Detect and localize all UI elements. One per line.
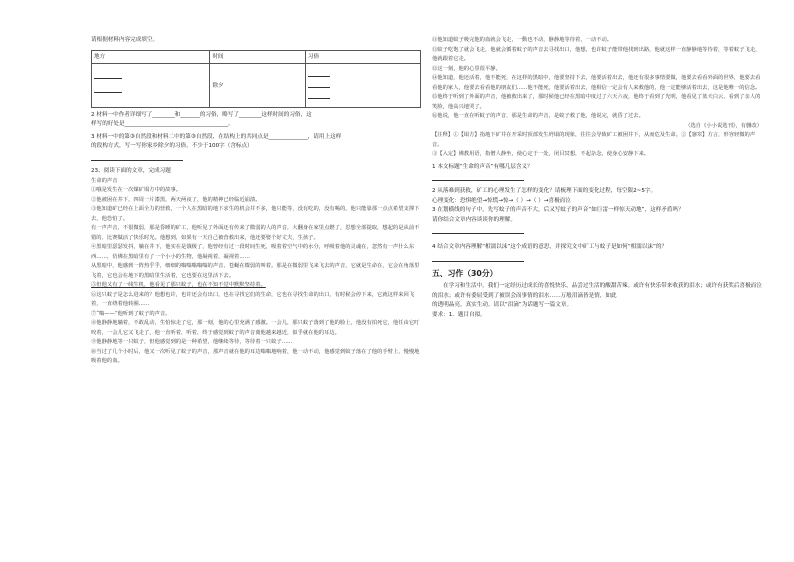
question-r2-chain: 心理变化：恐惧绝望→惊慌→惊→（ ）→（ ）→喜极而泣	[432, 197, 571, 204]
story-paragraph-7: ⑤但他又有了一线生机，他看见了那只蚊子，也在不知不觉中默默坚持着。	[91, 282, 266, 289]
table-cell-time	[210, 63, 305, 107]
question-3-line-2: 的段构方式，写一写你家乡除夕的习俗，不少于100字（含标点）	[91, 143, 253, 150]
note-2: ③【入定】佛教用语，指僧人静坐，使心定于一处，闭目冥想，不起杂念，使身心安静下来。	[432, 151, 650, 157]
story-paragraph-9: ⑦“嗡——”他听到了蚊子的声音。	[91, 310, 171, 317]
table-header-place: 地方	[92, 50, 210, 63]
story-paragraph-2: ②他被困在井下，四周一片漆黑，两天两夜了，他的精神已经临近崩溃。	[91, 196, 261, 203]
right-column	[432, 36, 762, 320]
fill-instruction: 请根据材料内容完成填空。	[91, 37, 159, 43]
story-paragraph-10: ⑧他静静地躺着，不敢乱动，生怕惊走了它，那一刻，他的心里充满了感激。一会儿，那只蚊子落到了他的脸上，他没有拍死它，他任由它叮咬着，一会儿它又飞走了，他一直听着，听着，终于感觉到蚊子的声音离他越来越近，似乎就在他的耳边。	[91, 320, 420, 336]
question-r2: 2 从落难到获救，矿工的心理发生了怎样的变化？请梳理下面的变化过程，每空限2~5字。	[432, 188, 657, 195]
note-1-text: ①【塌方】指地下矿井在开采时顶部发生坍塌的现象，往往会导致矿工被困井下，从而危及生命。②【窸窣】方言，形容轻微的声音。	[432, 132, 756, 148]
story-paragraph-17: ⑮他终于听到了外面的声音，他被救出来了，那时候他已经在黑暗中度过了六天六夜，他终于看到了光明，他看见了蓝天白云，看到了亲人的笑脸，他高兴地哭了。	[432, 94, 761, 110]
question-2-line-2: 样写的好处是_____________________________________。	[91, 121, 234, 128]
story-paragraph-14: ⑫蚊子吃饱了就会飞走，他就会循着蚊子的声音去寻找出口，他想，也许蚊子能带他找到出路，他就这样一直静静地等待着，等着蚊子飞走，他就跟着它走。	[432, 46, 761, 62]
essay-requirement: 要求：1．题目自拟。	[432, 311, 486, 318]
left-column	[91, 36, 421, 367]
question-2-line-1: 2 材料一中作者详细写了________和_______的习俗，略写了________这样时间的习俗，这	[91, 111, 312, 118]
customs-table	[91, 50, 421, 108]
story-paragraph-5: ④黑暗里瑟瑟发抖，躺在井下，他实在是饿极了，他曾经有过一段时间生死，吸着着空气中的水分，呼吸着他的灵魂在，忽然有一声什么东西……，仿佛在黑暗里有了一个小小的生物，他凝视着，凝视着……	[91, 244, 415, 260]
question-r1: 1 本文标题“生命的声音”有哪几层含义？	[432, 163, 533, 170]
story-paragraph-13: ⑪他知道蚊子吸完他的血就会飞走，一動也不动，静静地等待着，一动不动。	[432, 37, 613, 43]
story-paragraph-12: ⑩当过了几个小时后，他又一次听见了蚊子的声音，那声音就在他的耳边嗡嗡地响着，他一动不动，他感觉到蚊子落在了他的手臂上，慢慢地吸着他的血。	[91, 348, 420, 365]
story-paragraph-11: ⑨他静静地等一只蚊子，但他感觉到的是一种希望，他继续等待，等待着一只蚊子……	[91, 339, 293, 346]
story-paragraph-8: ⑥这只蚊子是怎么进来的？他想也许，也许还会有出口，也在寻找它们的生命，它也在寻找生命的出口，有时候会停下来，它就这样来回飞着，一直绕着他转圈……	[91, 291, 415, 308]
story-paragraph-6: 从黑暗中，他感到一阵热乎乎，细细的嗡嗡嗡嗡嗡的声音，苍蝇在微弱的叫着。那是在微弱里飞来飞去的声音，它就是生命在，它会在角落里飞着，它也会在地下的黑暗里生活着，它也要在这里活下去。	[91, 263, 420, 279]
answer-line[interactable]	[91, 154, 183, 161]
story-title: 生命的声音	[91, 177, 118, 184]
question-r3-cont: 请你结合文章内容谈谈你的理解。	[432, 216, 516, 223]
reading-section-title: 23、阅读下面的文章，完成习题	[91, 167, 171, 174]
question-r4: 4 结合文章内容理解“相濡以沫”这个成语的意思，并探究文中矿工与蚊子是如何“相濡以沫”的？	[432, 244, 668, 251]
essay-prompt-line-1: 在学习和生活中，我们一定经历过成长的喜悦快乐，品尝过生活的酸甜苦辣。或许有快乐带来收获的泪水；或许有获奖后喜极而泣的泪水；或许有委屈受到了被误会而事情的泪水……万般泪滴皆是情，如此	[432, 283, 762, 299]
note-label: 【注释】	[432, 132, 454, 138]
essay-prompt-line-2: 的透明晶亮，真实生动。请以“泪滴”为话题写一篇文章。	[432, 302, 573, 309]
writing-section-title: 五、习作（30分）	[432, 269, 498, 279]
answer-line-r4[interactable]	[432, 255, 524, 262]
story-paragraph-3: ③他知道矿已经在上面全力的营救，一个人在黑暗的地下求生的机会并不多，他只能等，没有吃的，没有喝的，他只能靠那一点点希望支撑下去，他恐怕了。	[91, 206, 420, 222]
answer-line-r3[interactable]	[432, 227, 524, 234]
table-header-time: 时间	[210, 50, 305, 63]
time-value: 除夕	[212, 83, 224, 90]
story-paragraph-1: ①哦是发生在一次煤矿塌方中的故事。	[91, 187, 182, 194]
table-cell-place[interactable]	[92, 63, 210, 107]
table-cell-custom[interactable]	[305, 63, 420, 107]
table-header-custom: 习俗	[305, 50, 420, 63]
story-paragraph-16: ⑭他知道，他还活着，他不能死，在这样的黑暗中，他要坚持下去，他要活着出去，他还有很多事情要做，他要去看看外面的世界，他要去看看他的家人，他要去看看他的朋友们……他不能死，他要活着出去，他相信一定会有人来救他的，他一定能够活着出去，这是他唯一的信念。	[432, 75, 761, 91]
question-r3: 3 在划横线的句子中，先写蚊子的声音不大，后又写蚊子的声音“如巨雷一样惊天动地”，这样矛盾吗？	[432, 207, 684, 214]
answer-line-r1[interactable]	[432, 174, 524, 181]
story-paragraph-4: 有一声声音，不很微弱，那是昏睡的矿工，他听见了外面还有传来了微弱的人的声音，大翻身在家里点燃了，思想全部提取，想起的是从前不错的、比赛做活了快乐时光。他想到，如果有一天自己被营救出来，他还要娶个好丈夫，生孩子。	[91, 225, 420, 241]
story-paragraph-15: ⑬这一刻，他的心里很平静。	[432, 65, 501, 72]
story-source: （选自《小小说选刊》，有删改）	[685, 122, 762, 129]
question-3-line-1: 3 材料一中的第③自然段和材料二中的第③自然段，在结构上的共同点是______________，请用上这样	[91, 133, 342, 140]
note-1	[432, 131, 762, 150]
story-paragraph-18: ⑯他说，他一直在听蚊子的声音，那是生命的声音，是蚊子救了他，他说完，就昏了过去。	[432, 113, 644, 119]
